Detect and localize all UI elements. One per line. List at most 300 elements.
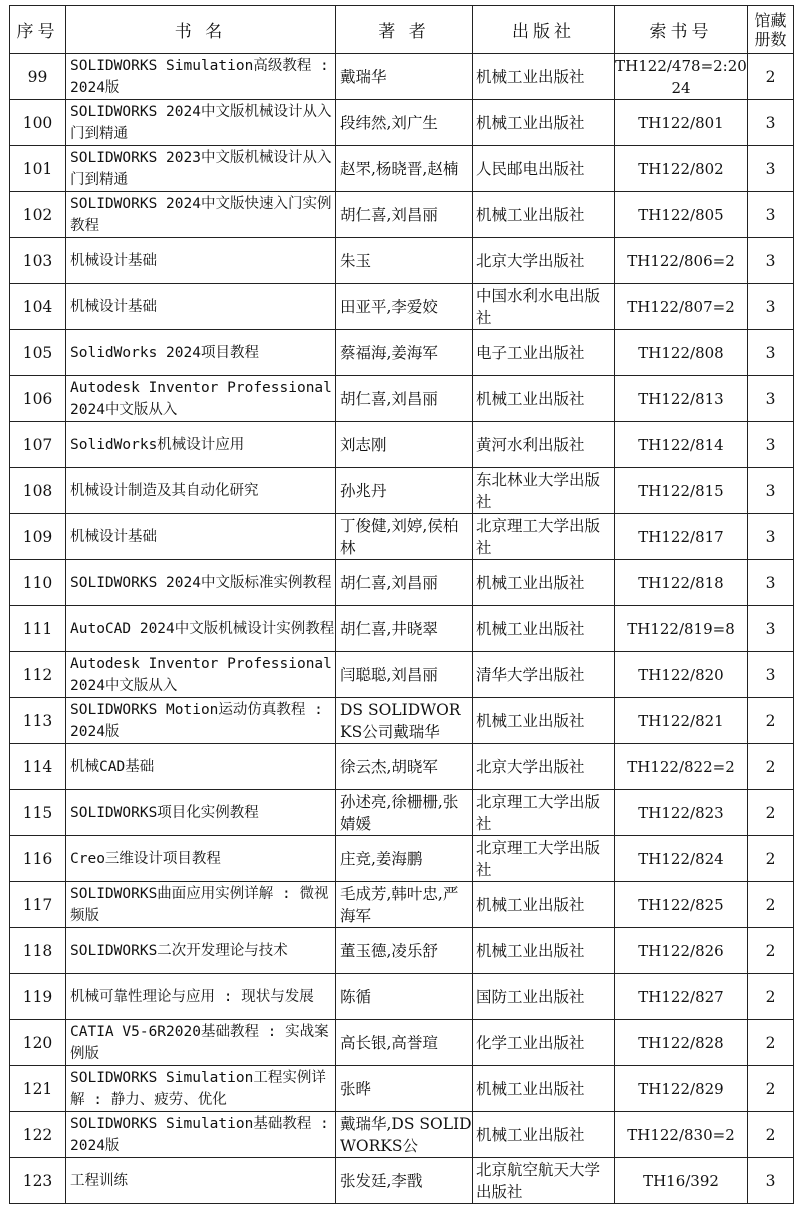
table-header — [10, 6, 794, 54]
cell-title — [66, 54, 336, 100]
cell-author — [336, 238, 473, 284]
table-row — [10, 698, 794, 744]
cell-author-text: 孙兆丹 — [340, 481, 387, 500]
cell-no-text: 101 — [22, 159, 53, 178]
cell-author-text: 胡仁喜,井晓翠 — [340, 619, 438, 638]
cell-title-text: 机械设计基础 — [70, 298, 157, 315]
cell-copies — [748, 468, 794, 514]
cell-copies — [748, 882, 794, 928]
cell-no — [10, 652, 66, 698]
cell-publisher — [473, 330, 615, 376]
cell-call-number-text: TH122/478=2:2024 — [615, 56, 747, 97]
cell-call-number-text: TH16/392 — [643, 1171, 719, 1190]
cell-publisher-text: 北京大学出版社 — [476, 757, 585, 776]
cell-publisher — [473, 54, 615, 100]
cell-copies-text: 2 — [765, 757, 776, 776]
cell-publisher — [473, 698, 615, 744]
cell-author — [336, 744, 473, 790]
cell-call-number-text: TH122/808 — [638, 343, 724, 362]
cell-no — [10, 928, 66, 974]
cell-author-text: 蔡福海,姜海军 — [340, 343, 438, 362]
cell-call-number-text: TH122/826 — [638, 941, 724, 960]
table-row — [10, 100, 794, 146]
cell-title — [66, 928, 336, 974]
cell-call-number — [615, 146, 748, 192]
cell-author — [336, 422, 473, 468]
cell-title-text: 机械设计基础 — [70, 528, 157, 545]
cell-copies-text: 2 — [765, 941, 776, 960]
cell-author — [336, 652, 473, 698]
table-row — [10, 606, 794, 652]
cell-publisher — [473, 100, 615, 146]
cell-title-text: SolidWorks机械设计应用 — [70, 436, 245, 453]
cell-title — [66, 514, 336, 560]
table-row — [10, 284, 794, 330]
cell-copies-text: 3 — [765, 1171, 776, 1190]
cell-publisher-text: 北京理工大学出版社 — [476, 516, 601, 557]
cell-title-text: SOLIDWORKS 2024中文版机械设计从入门到精通 — [70, 103, 332, 142]
cell-no-text: 99 — [27, 67, 48, 86]
cell-publisher-text: 机械工业出版社 — [476, 113, 585, 132]
cell-copies-text: 3 — [765, 343, 776, 362]
cell-publisher — [473, 376, 615, 422]
cell-call-number-text: TH122/820 — [638, 665, 724, 684]
table-row — [10, 744, 794, 790]
cell-title-text: SOLIDWORKS曲面应用实例详解 : 微视频版 — [70, 885, 329, 924]
cell-call-number-text: TH122/821 — [638, 711, 724, 730]
cell-title-text: CATIA V5-6R2020基础教程 : 实战案例版 — [70, 1023, 329, 1062]
cell-publisher — [473, 146, 615, 192]
cell-copies-text: 2 — [765, 803, 776, 822]
cell-author-text: DS SOLIDWORKS公司戴瑞华 — [340, 700, 461, 741]
cell-publisher — [473, 652, 615, 698]
cell-no-text: 116 — [22, 849, 53, 868]
cell-title — [66, 744, 336, 790]
cell-copies-text: 3 — [765, 205, 776, 224]
cell-publisher-text: 清华大学出版社 — [476, 665, 585, 684]
cell-publisher-text: 中国水利水电出版社 — [476, 286, 601, 327]
cell-publisher — [473, 1066, 615, 1112]
cell-author — [336, 698, 473, 744]
cell-author — [336, 836, 473, 882]
cell-title-text: 机械设计基础 — [70, 252, 157, 269]
cell-no — [10, 836, 66, 882]
cell-copies-text: 2 — [765, 67, 776, 86]
cell-copies — [748, 974, 794, 1020]
cell-no — [10, 882, 66, 928]
cell-title — [66, 330, 336, 376]
cell-call-number-text: TH122/807=2 — [627, 297, 735, 316]
cell-call-number-text: TH122/813 — [638, 389, 724, 408]
cell-call-number — [615, 238, 748, 284]
cell-no-text: 121 — [22, 1079, 53, 1098]
cell-call-number-text: TH122/823 — [638, 803, 724, 822]
cell-author — [336, 1066, 473, 1112]
cell-title — [66, 1158, 336, 1204]
cell-call-number — [615, 606, 748, 652]
cell-publisher-text: 北京航空航天大学出版社 — [476, 1160, 601, 1201]
cell-call-number — [615, 836, 748, 882]
cell-title-text: Creo三维设计项目教程 — [70, 850, 221, 867]
header-call-number: 索书号 — [615, 6, 748, 54]
cell-author-text: 朱玉 — [340, 251, 372, 270]
cell-call-number — [615, 698, 748, 744]
cell-no-text: 114 — [22, 757, 53, 776]
cell-title — [66, 974, 336, 1020]
cell-no — [10, 54, 66, 100]
cell-author — [336, 192, 473, 238]
cell-title — [66, 376, 336, 422]
cell-no-text: 115 — [22, 803, 53, 822]
cell-copies — [748, 560, 794, 606]
cell-title-text: SolidWorks 2024项目教程 — [70, 344, 259, 361]
cell-call-number-text: TH122/801 — [638, 113, 724, 132]
cell-author-text: 胡仁喜,刘昌丽 — [340, 205, 438, 224]
cell-title-text: SOLIDWORKS项目化实例教程 — [70, 804, 259, 821]
cell-title — [66, 284, 336, 330]
cell-copies — [748, 54, 794, 100]
cell-title-text: Autodesk Inventor Professional 2024中文版从入 — [70, 655, 332, 694]
table-row — [10, 1112, 794, 1158]
cell-no — [10, 974, 66, 1020]
cell-author — [336, 146, 473, 192]
cell-title — [66, 790, 336, 836]
cell-no-text: 106 — [22, 389, 53, 408]
table-row — [10, 836, 794, 882]
cell-call-number — [615, 744, 748, 790]
cell-publisher — [473, 514, 615, 560]
cell-copies — [748, 928, 794, 974]
cell-copies — [748, 652, 794, 698]
cell-no-text: 119 — [22, 987, 53, 1006]
cell-call-number — [615, 330, 748, 376]
table-row — [10, 54, 794, 100]
cell-call-number-text: TH122/830=2 — [627, 1125, 735, 1144]
table-row — [10, 468, 794, 514]
cell-publisher-text: 黄河水利出版社 — [476, 435, 585, 454]
cell-copies — [748, 330, 794, 376]
cell-copies — [748, 284, 794, 330]
cell-call-number — [615, 468, 748, 514]
cell-publisher — [473, 1020, 615, 1066]
header-author: 著 者 — [336, 6, 473, 54]
table-row — [10, 1158, 794, 1204]
cell-title-text: AutoCAD 2024中文版机械设计实例教程 — [70, 620, 335, 637]
cell-no — [10, 560, 66, 606]
cell-publisher-text: 北京理工大学出版社 — [476, 838, 601, 879]
cell-publisher-text: 化学工业出版社 — [476, 1033, 585, 1052]
cell-publisher-text: 机械工业出版社 — [476, 895, 585, 914]
cell-no-text: 120 — [22, 1033, 53, 1052]
table-row — [10, 514, 794, 560]
cell-author — [336, 284, 473, 330]
cell-copies-text: 3 — [765, 435, 776, 454]
cell-no — [10, 514, 66, 560]
table-row — [10, 330, 794, 376]
cell-no-text: 108 — [22, 481, 53, 500]
cell-publisher — [473, 974, 615, 1020]
cell-publisher-text: 北京大学出版社 — [476, 251, 585, 270]
cell-no — [10, 468, 66, 514]
cell-call-number — [615, 790, 748, 836]
cell-publisher-text: 机械工业出版社 — [476, 1079, 585, 1098]
cell-title — [66, 100, 336, 146]
cell-call-number-text: TH122/828 — [638, 1033, 724, 1052]
cell-call-number — [615, 100, 748, 146]
table-body — [10, 54, 794, 1204]
cell-no — [10, 1112, 66, 1158]
cell-no-text: 105 — [22, 343, 53, 362]
cell-copies — [748, 238, 794, 284]
cell-author-text: 董玉德,凌乐舒 — [340, 941, 438, 960]
cell-publisher-text: 机械工业出版社 — [476, 573, 585, 592]
cell-copies-text: 2 — [765, 711, 776, 730]
cell-publisher — [473, 790, 615, 836]
cell-author-text: 赵罘,杨晓晋,赵楠 — [340, 159, 459, 178]
table-row — [10, 928, 794, 974]
cell-title — [66, 468, 336, 514]
cell-copies-text: 2 — [765, 987, 776, 1006]
cell-title-text: SOLIDWORKS Simulation高级教程 : 2024版 — [70, 57, 329, 96]
cell-title-text: SOLIDWORKS 2024中文版标准实例教程 — [70, 574, 332, 591]
cell-call-number — [615, 422, 748, 468]
cell-author — [336, 1020, 473, 1066]
cell-author-text: 戴瑞华 — [340, 67, 387, 86]
cell-copies-text: 3 — [765, 251, 776, 270]
cell-author — [336, 974, 473, 1020]
cell-publisher — [473, 1112, 615, 1158]
cell-author — [336, 330, 473, 376]
cell-copies-text: 2 — [765, 1033, 776, 1052]
cell-title — [66, 238, 336, 284]
cell-copies-text: 3 — [765, 481, 776, 500]
cell-author — [336, 54, 473, 100]
cell-no-text: 111 — [22, 619, 53, 638]
cell-call-number — [615, 882, 748, 928]
cell-no-text: 110 — [22, 573, 53, 592]
cell-author — [336, 376, 473, 422]
cell-author-text: 徐云杰,胡晓军 — [340, 757, 438, 776]
cell-title-text: SOLIDWORKS 2023中文版机械设计从入门到精通 — [70, 149, 332, 188]
cell-call-number — [615, 1112, 748, 1158]
cell-call-number-text: TH122/829 — [638, 1079, 724, 1098]
cell-copies-text: 3 — [765, 389, 776, 408]
table-row — [10, 146, 794, 192]
cell-author-text: 张发廷,李戬 — [340, 1171, 423, 1190]
cell-publisher-text: 电子工业出版社 — [476, 343, 585, 362]
header-no: 序号 — [10, 6, 66, 54]
cell-publisher-text: 机械工业出版社 — [476, 1125, 585, 1144]
cell-publisher-text: 北京理工大学出版社 — [476, 792, 601, 833]
cell-author-text: 高长银,高誉瑄 — [340, 1033, 438, 1052]
cell-copies — [748, 606, 794, 652]
table-row — [10, 422, 794, 468]
cell-call-number — [615, 974, 748, 1020]
cell-publisher-text: 机械工业出版社 — [476, 389, 585, 408]
cell-no-text: 109 — [22, 527, 53, 546]
cell-call-number — [615, 1066, 748, 1112]
cell-no — [10, 238, 66, 284]
cell-no — [10, 100, 66, 146]
cell-title — [66, 882, 336, 928]
cell-call-number — [615, 376, 748, 422]
cell-author — [336, 468, 473, 514]
cell-call-number-text: TH122/825 — [638, 895, 724, 914]
cell-title — [66, 192, 336, 238]
cell-author-text: 张晔 — [340, 1079, 372, 1098]
cell-call-number-text: TH122/824 — [638, 849, 724, 868]
cell-no — [10, 698, 66, 744]
cell-title — [66, 422, 336, 468]
cell-title-text: 机械CAD基础 — [70, 758, 155, 775]
cell-author-text: 毛成芳,韩叶忠,严海军 — [340, 884, 459, 925]
cell-copies — [748, 1066, 794, 1112]
cell-no — [10, 192, 66, 238]
cell-no — [10, 284, 66, 330]
cell-publisher-text: 国防工业出版社 — [476, 987, 585, 1006]
cell-title-text: SOLIDWORKS Simulation基础教程 : 2024版 — [70, 1115, 329, 1154]
cell-publisher — [473, 928, 615, 974]
cell-no — [10, 330, 66, 376]
cell-call-number-text: TH122/805 — [638, 205, 724, 224]
cell-no — [10, 146, 66, 192]
cell-publisher-text: 机械工业出版社 — [476, 67, 585, 86]
book-list-table — [9, 5, 794, 1204]
cell-no-text: 113 — [22, 711, 53, 730]
cell-call-number — [615, 652, 748, 698]
cell-no — [10, 376, 66, 422]
cell-copies-text: 2 — [765, 1079, 776, 1098]
cell-author-text: 庄竞,姜海鹏 — [340, 849, 423, 868]
cell-no — [10, 422, 66, 468]
cell-call-number — [615, 560, 748, 606]
cell-call-number-text: TH122/822=2 — [627, 757, 735, 776]
cell-author — [336, 560, 473, 606]
cell-publisher — [473, 606, 615, 652]
cell-title-text: SOLIDWORKS Motion运动仿真教程 : 2024版 — [70, 701, 323, 740]
cell-no-text: 117 — [22, 895, 53, 914]
cell-author-text: 戴瑞华,DS SOLIDWORKS公 — [340, 1114, 472, 1155]
cell-title — [66, 652, 336, 698]
cell-no-text: 123 — [22, 1171, 53, 1190]
cell-copies-text: 2 — [765, 849, 776, 868]
cell-copies — [748, 744, 794, 790]
header-title: 书 名 — [66, 6, 336, 54]
cell-publisher — [473, 468, 615, 514]
cell-copies — [748, 514, 794, 560]
cell-copies-text: 3 — [765, 573, 776, 592]
cell-publisher-text: 东北林业大学出版社 — [476, 470, 601, 511]
cell-call-number — [615, 1158, 748, 1204]
header-row — [10, 6, 794, 54]
cell-copies — [748, 790, 794, 836]
cell-call-number — [615, 928, 748, 974]
cell-call-number — [615, 514, 748, 560]
cell-no — [10, 1020, 66, 1066]
table-row — [10, 1020, 794, 1066]
cell-title-text: 机械设计制造及其自动化研究 — [70, 482, 259, 499]
cell-author-text: 孙述亮,徐栅栅,张婧媛 — [340, 792, 459, 833]
cell-call-number — [615, 192, 748, 238]
cell-publisher — [473, 836, 615, 882]
cell-no — [10, 606, 66, 652]
cell-call-number-text: TH122/819=8 — [627, 619, 735, 638]
cell-copies — [748, 146, 794, 192]
cell-call-number-text: TH122/818 — [638, 573, 724, 592]
cell-author — [336, 1112, 473, 1158]
table-row — [10, 376, 794, 422]
cell-copies-text: 2 — [765, 895, 776, 914]
cell-publisher — [473, 882, 615, 928]
cell-author-text: 胡仁喜,刘昌丽 — [340, 573, 438, 592]
cell-no-text: 118 — [22, 941, 53, 960]
cell-no-text: 107 — [22, 435, 53, 454]
table-row — [10, 882, 794, 928]
table-row — [10, 790, 794, 836]
cell-title — [66, 836, 336, 882]
cell-call-number-text: TH122/827 — [638, 987, 724, 1006]
cell-no — [10, 790, 66, 836]
cell-author — [336, 790, 473, 836]
table-row — [10, 652, 794, 698]
cell-copies — [748, 1158, 794, 1204]
cell-call-number-text: TH122/806=2 — [627, 251, 735, 270]
header-copies: 馆藏册数 — [748, 6, 794, 54]
table-row — [10, 192, 794, 238]
cell-author-text: 陈循 — [340, 987, 372, 1006]
cell-no-text: 112 — [22, 665, 53, 684]
cell-author — [336, 882, 473, 928]
cell-publisher-text: 机械工业出版社 — [476, 619, 585, 638]
cell-copies-text: 3 — [765, 619, 776, 638]
cell-publisher — [473, 1158, 615, 1204]
cell-author-text: 胡仁喜,刘昌丽 — [340, 389, 438, 408]
cell-author-text: 刘志刚 — [340, 435, 387, 454]
cell-author-text: 田亚平,李爱姣 — [340, 297, 438, 316]
cell-author-text: 丁俊健,刘婷,侯柏林 — [340, 516, 459, 557]
cell-author-text: 段纬然,刘广生 — [340, 113, 438, 132]
cell-publisher — [473, 744, 615, 790]
cell-call-number — [615, 54, 748, 100]
cell-call-number-text: TH122/817 — [638, 527, 724, 546]
cell-call-number-text: TH122/802 — [638, 159, 724, 178]
cell-author-text: 闫聪聪,刘昌丽 — [340, 665, 438, 684]
cell-copies-text: 3 — [765, 527, 776, 546]
cell-publisher-text: 人民邮电出版社 — [476, 159, 585, 178]
cell-title-text: 机械可靠性理论与应用 : 现状与发展 — [70, 988, 314, 1005]
cell-title — [66, 698, 336, 744]
table-row — [10, 560, 794, 606]
cell-call-number — [615, 1020, 748, 1066]
table-row — [10, 974, 794, 1020]
cell-author — [336, 606, 473, 652]
cell-no — [10, 744, 66, 790]
cell-publisher-text: 机械工业出版社 — [476, 711, 585, 730]
cell-copies-text: 3 — [765, 113, 776, 132]
cell-copies-text: 3 — [765, 665, 776, 684]
cell-publisher-text: 机械工业出版社 — [476, 941, 585, 960]
cell-copies-text: 3 — [765, 159, 776, 178]
cell-no-text: 104 — [22, 297, 53, 316]
cell-copies — [748, 1020, 794, 1066]
cell-copies — [748, 1112, 794, 1158]
cell-copies-text: 3 — [765, 297, 776, 316]
cell-copies — [748, 192, 794, 238]
cell-title — [66, 1112, 336, 1158]
cell-copies — [748, 836, 794, 882]
cell-title-text: SOLIDWORKS Simulation工程实例详解 : 静力、疲劳、优化 — [70, 1069, 326, 1108]
cell-title — [66, 1066, 336, 1112]
